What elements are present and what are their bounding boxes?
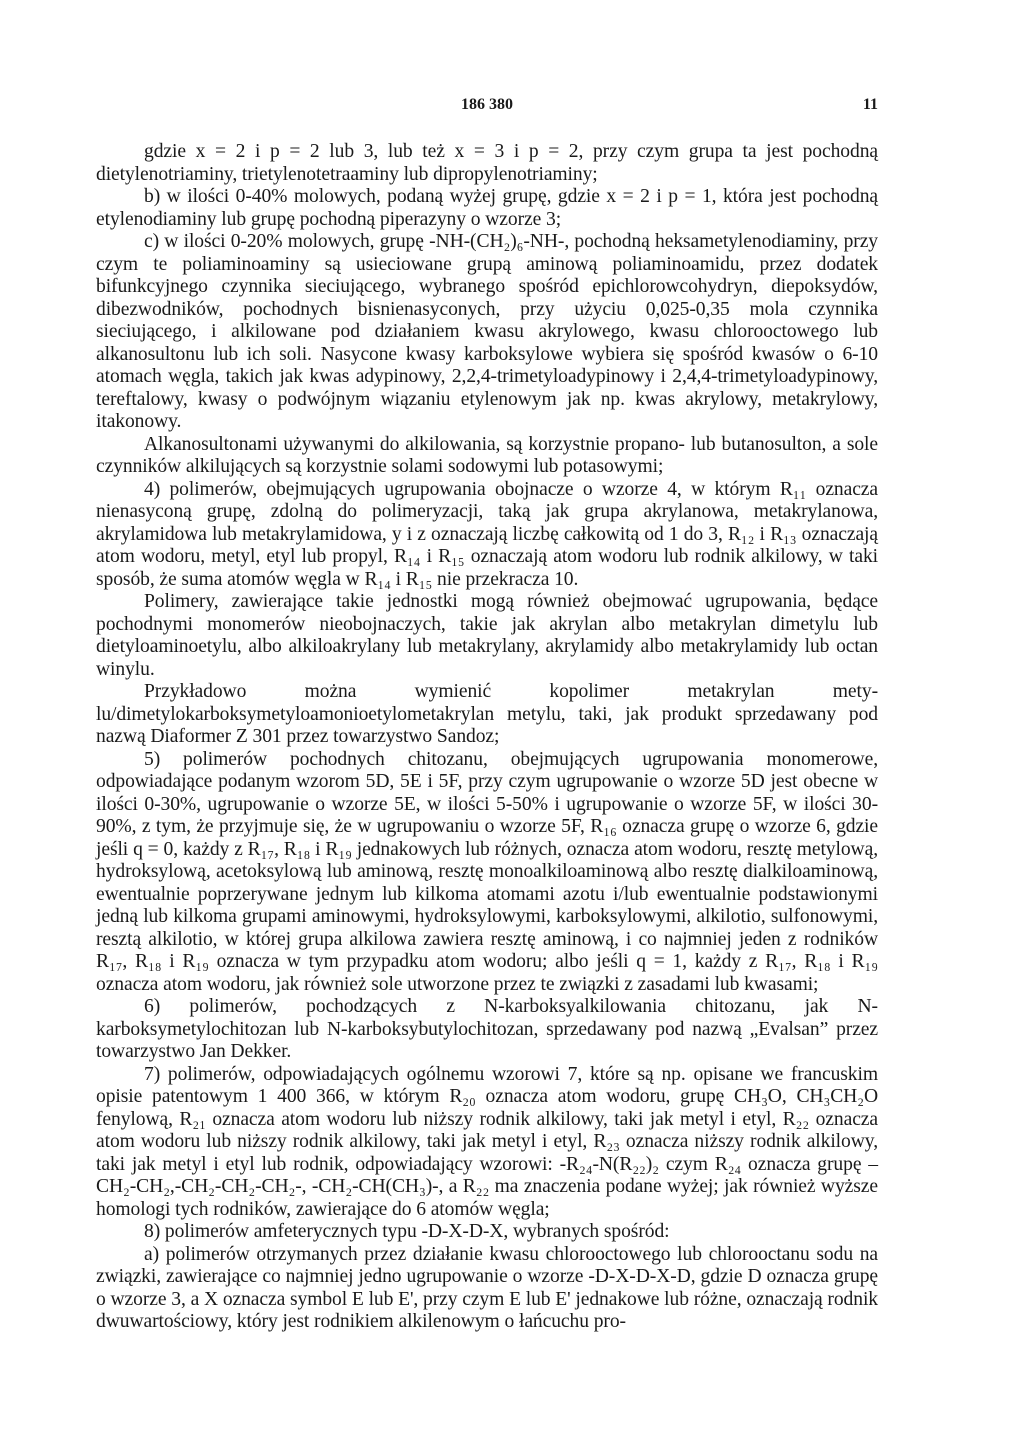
document-body [96, 141, 878, 1334]
patent-number: 186 380 [461, 96, 513, 113]
paragraph: 8) polimerów amfeterycznych typu -D-X-D-X, wybranych spośród: [144, 1221, 670, 1242]
page-number: 11 [862, 96, 878, 113]
paragraph: Polimery, zawierające takie jednostki mogą również obejmować ugrupowania, będące pochodnymi monomerów nieobojnaczych, takie jak akrylan albo metakrylan dimetylu lub dietyloaminoetylu, albo alkiloakrylany lub metakrylany, akrylamidy albo metakrylamidy lub octan winylu. [96, 591, 878, 680]
paragraph: 7) polimerów, odpowiadających ogólnemu wzorowi 7, które są np. opisane we francuskim opisie patentowym 1 400 366, w którym R₂₀ oznacza atom wodoru, grupę CH₃O, CH₃CH₂O fenylową, R₂₁ oznacza atom wodoru lub niższy rodnik alkilowy, taki jak metyl i etyl, R₂₂ oznacza atom wodoru lub niższy rodnik alkilowy, taki jak metyl i etyl, R₂₃ oznacza niższy rodnik alkilowy, taki jak metyl i etyl lub rodnik, odpowiadający wzorowi: -R₂₄-N(R₂₂)₂ czym R₂₄ oznacza grupę –CH₂-CH₂,-CH₂-CH₂-CH₂-, -CH₂-CH(CH₃)-, a R₂₂ ma znaczenia podane wyżej; jak również wyższe homologi tych rodników, zawierające do 6 atomów węgla; [96, 1063, 878, 1220]
paragraph: Alkanosultonami używanymi do alkilowania, są korzystnie propano- lub butanosulton, a sole czynników alkilujących są korzystnie solami sodowymi lub potasowymi; [96, 433, 878, 477]
page-header [96, 96, 878, 120]
paragraph: c) w ilości 0-20% molowych, grupę -NH-(CH₂)₆-NH-, pochodną heksametylenodiaminy, przy czym te poliaminoaminy są usieciowane grupą aminową poliaminoamidu, przez dodatek bifunkcyjnego czynnika sieciującego, wybranego spośród epichlorowcohydryn, diepoksydów, dibezwodników, pochodnych bisnienasyconych, przy użyciu 0,025-0,35 mola czynnika sieciującego, i alkilowane pod działaniem kwasu akrylowego, kwasu chlorooctowego lub alkanosultonu lub ich soli. Nasycone kwasy karboksylowe wybiera się spośród kwasów o 6-10 atomach węgla, takich jak kwas adypinowy, 2,2,4-trimetyloadypinowy i 2,4,4-trimetyloadypinowy, tereftalowy, kwasy o podwójnym wiązaniu etylenowym jak np. kwas akrylowy, metakrylowy, itakonowy. [96, 231, 878, 432]
paragraph: 6) polimerów, pochodzących z N-karboksyalkilowania chitozanu, jak N-karboksymetylochitozan lub N-karboksybutylochitozan, sprzedawany pod nazwą „Evalsan” przez towarzystwo Jan Dekker. [96, 996, 878, 1062]
paragraph: gdzie x = 2 i p = 2 lub 3, lub też x = 3 i p = 2, przy czym grupa ta jest pochodną dietylenotriaminy, trietylenotetraaminy lub dipropylenotriaminy; [96, 141, 878, 185]
paragraph: 4) polimerów, obejmujących ugrupowania obojnacze o wzorze 4, w którym R₁₁ oznacza nienasyconą grupę, zdolną do polimeryzacji, taką jak grupa akrylanowa, metakrylanowa, akrylamidowa lub metakrylamidowa, y i z oznaczają liczbę całkowitą od 1 do 3, R₁₂ i R₁₃ oznaczają atom wodoru, metyl, etyl lub propyl, R₁₄ i R₁₅ oznaczają atom wodoru lub rodnik alkilowy, w taki sposób, że suma atomów węgla w R₁₄ i R₁₅ nie przekracza 10. [96, 478, 878, 590]
paragraph: a) polimerów otrzymanych przez działanie kwasu chlorooctowego lub chlorooctanu sodu na związki, zawierające co najmniej jedno ugrupowanie o wzorze -D-X-D-X-D, gdzie D oznacza grupę o wzorze 3, a X oznacza symbol E lub E', przy czym E lub E' jednakowe lub różne, oznaczają rodnik dwuwartościowy, który jest rodnikiem alkilenowym o łańcuchu pro- [96, 1243, 878, 1332]
paragraph: Przykładowo można wymienić kopolimer metakrylan mety-lu/dimetylokarboksymetyloamonioetylometakrylan metylu, taki, jak produkt sprzedawany pod nazwą Diaformer Z 301 przez towarzystwo Sandoz; [96, 681, 878, 747]
paragraph: b) w ilości 0-40% molowych, podaną wyżej grupę, gdzie x = 2 i p = 1, która jest pochodną etylenodiaminy lub grupę pochodną piperazyny o wzorze 3; [96, 186, 878, 230]
paragraph: 5) polimerów pochodnych chitozanu, obejmujących ugrupowania monomerowe, odpowiadające podanym wzorom 5D, 5E i 5F, przy czym ugrupowanie o wzorze 5D jest obecne w ilości 0-30%, ugrupowanie o wzorze 5E, w ilości 5-50% i ugrupowanie o wzorze 5F, w ilości 30-90%, z tym, że przyjmuje się, że w ugrupowaniu o wzorze 5F, R₁₆ oznacza grupę o wzorze 6, gdzie jeśli q = 0, każdy z R₁₇, R₁₈ i R₁₉ jednakowych lub różnych, oznacza atom wodoru, resztę metylową, hydroksylową, acetoksylową lub aminową, resztę monoalkiloaminową albo resztę dialkiloaminową, ewentualnie poprzerywane jednym lub kilkoma atomami azotu i/lub ewentualnie podstawionymi jedną lub kilkoma grupami aminowymi, hydroksylowymi, karboksylowymi, alkilotio, sulfonowymi, resztą alkilotio, w której grupa alkilowa zawiera resztę aminową, i co najmniej jeden z rodników R₁₇, R₁₈ i R₁₉ oznacza w tym przypadku atom wodoru; albo jeśli q = 1, każdy z R₁₇, R₁₈ i R₁₉ oznacza atom wodoru, jak również sole utworzone przez te związki z zasadami lub kwasami; [96, 748, 878, 995]
